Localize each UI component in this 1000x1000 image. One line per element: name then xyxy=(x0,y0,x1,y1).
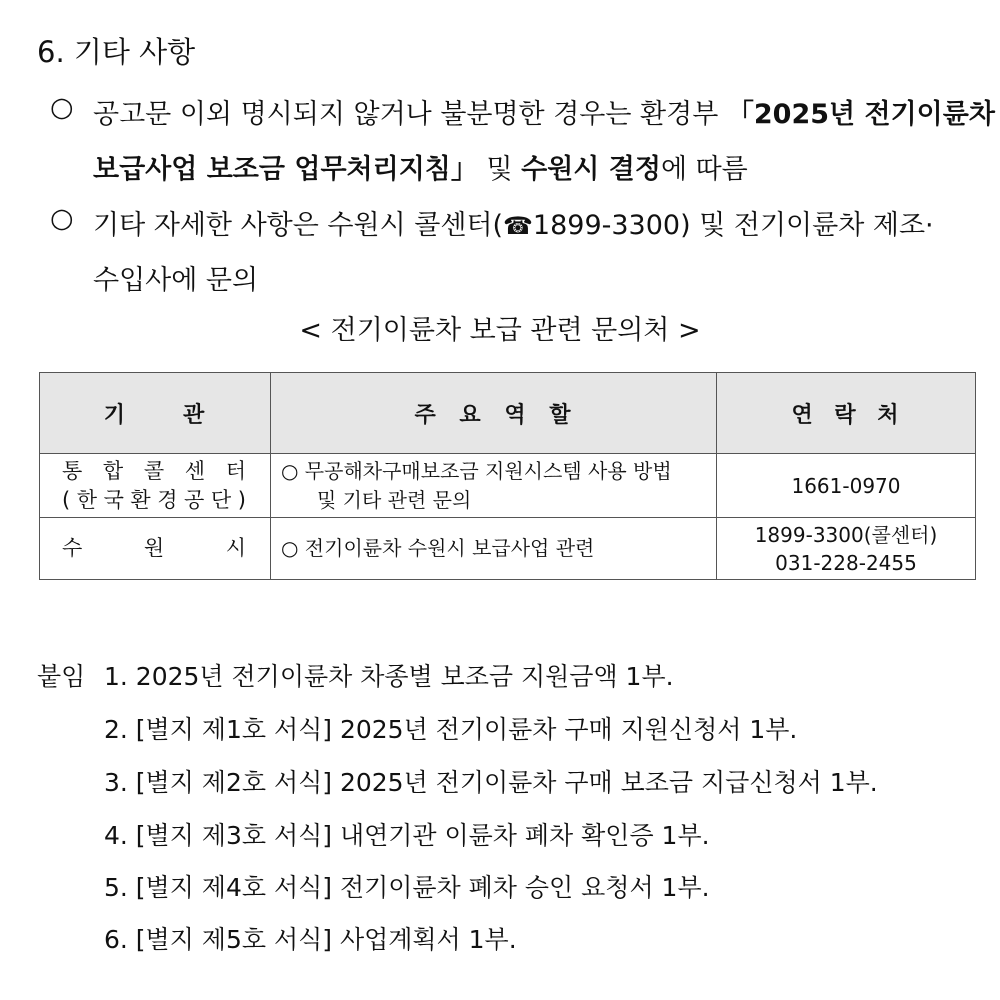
org-char: 합 xyxy=(102,458,124,483)
attachment-item: 4. [별지 제3호 서식] 내연기관 이륜차 폐차 확인증 1부. xyxy=(104,821,710,850)
org-cell-call-center xyxy=(40,454,271,518)
note-1-text-bold: 「2025년 전기이륜차 xyxy=(726,99,995,130)
note-2-line-1 xyxy=(93,203,934,242)
org-char: 시 xyxy=(225,536,246,560)
attachment-item: 3. [별지 제2호 서식] 2025년 전기이륜차 구매 보조금 지급신청서 1부. xyxy=(104,768,878,797)
contact-cell-call-center xyxy=(717,454,976,518)
note-1-suffix: 에 따름 xyxy=(660,154,748,185)
role-cell-suwon xyxy=(271,518,717,580)
phone-icon: ☎ xyxy=(503,212,533,240)
header-organization xyxy=(40,373,271,454)
table-caption: < 전기이륜차 보급 관련 문의처 > xyxy=(299,315,701,346)
note-2-line-2: 수입사에 문의 xyxy=(93,265,259,296)
header-role: 주 요 역 할 xyxy=(271,373,717,454)
note-1-text-pre: 공고문 이외 명시되지 않거나 불분명한 경우는 환경부 xyxy=(93,99,727,130)
attachment-item: 1. 2025년 전기이륜차 차종별 보조금 지원금액 1부. xyxy=(104,662,674,691)
role-line-1: ○ 무공해차구매보조금 지원시스템 사용 방법 xyxy=(281,458,672,483)
note-1-bullet: ○ xyxy=(50,92,74,123)
org-char: 단 xyxy=(210,487,232,512)
header-contact: 연 락 처 xyxy=(717,373,976,454)
note-2-text-post: 1899-3300) 및 전기이륜차 제조· xyxy=(532,210,934,241)
header-organization-char: 기 xyxy=(103,402,127,428)
role-cell-call-center xyxy=(271,454,717,518)
org-char: ( xyxy=(62,487,71,512)
note-1-city-decision: 수원시 결정 xyxy=(521,154,661,185)
org-char: 통 xyxy=(62,458,83,483)
contact-number: 031-228-2455 xyxy=(775,550,917,575)
contact-number: 1899-3300(콜센터) xyxy=(754,522,938,547)
attachment-item: 2. [별지 제1호 서식] 2025년 전기이륜차 구매 지원신청서 1부. xyxy=(104,715,798,744)
table-row xyxy=(40,518,976,580)
org-cell-suwon xyxy=(40,518,271,580)
org-char: 원 xyxy=(143,536,165,560)
attachments-label: 붙임 xyxy=(37,662,86,691)
org-line-1 xyxy=(40,457,270,486)
role-line-1: ○ 전기이륜차 수원시 보급사업 관련 xyxy=(281,536,595,560)
section-title: 6. 기타 사항 xyxy=(37,35,196,69)
note-1-conjunction: 및 xyxy=(477,154,522,185)
contact-number: 1661-0970 xyxy=(791,473,901,498)
role-line-2: 및 기타 관련 문의 xyxy=(317,487,472,512)
org-char: 터 xyxy=(225,458,246,483)
org-char: 국 xyxy=(103,487,124,512)
org-char: 공 xyxy=(184,487,205,512)
header-organization-char: 관 xyxy=(183,402,207,428)
attachment-item: 6. [별지 제5호 서식] 사업계획서 1부. xyxy=(104,925,517,954)
header-organization-label xyxy=(104,403,207,428)
org-char: 센 xyxy=(184,458,206,483)
note-2-bullet: ○ xyxy=(50,203,74,234)
contact-cell-suwon xyxy=(717,518,976,580)
org-char: 콜 xyxy=(143,458,165,483)
org-char: ) xyxy=(237,487,246,512)
contacts-table xyxy=(39,372,976,580)
org-char: 경 xyxy=(157,487,178,512)
table-row xyxy=(40,454,976,518)
attachment-item: 5. [별지 제4호 서식] 전기이륜차 폐차 승인 요청서 1부. xyxy=(104,873,710,902)
note-1-guideline-title: 보급사업 보조금 업무처리지침」 xyxy=(93,154,478,185)
org-char: 한 xyxy=(76,487,98,512)
org-char: 환 xyxy=(130,487,151,512)
note-1-line-2 xyxy=(93,147,748,186)
note-1-line-1 xyxy=(93,92,995,131)
table-header-row xyxy=(40,373,976,454)
note-2-text-pre: 기타 자세한 사항은 수원시 콜센터( xyxy=(93,210,504,241)
org-line-2 xyxy=(40,486,270,515)
org-line-1 xyxy=(40,534,270,563)
org-char: 수 xyxy=(62,536,83,560)
